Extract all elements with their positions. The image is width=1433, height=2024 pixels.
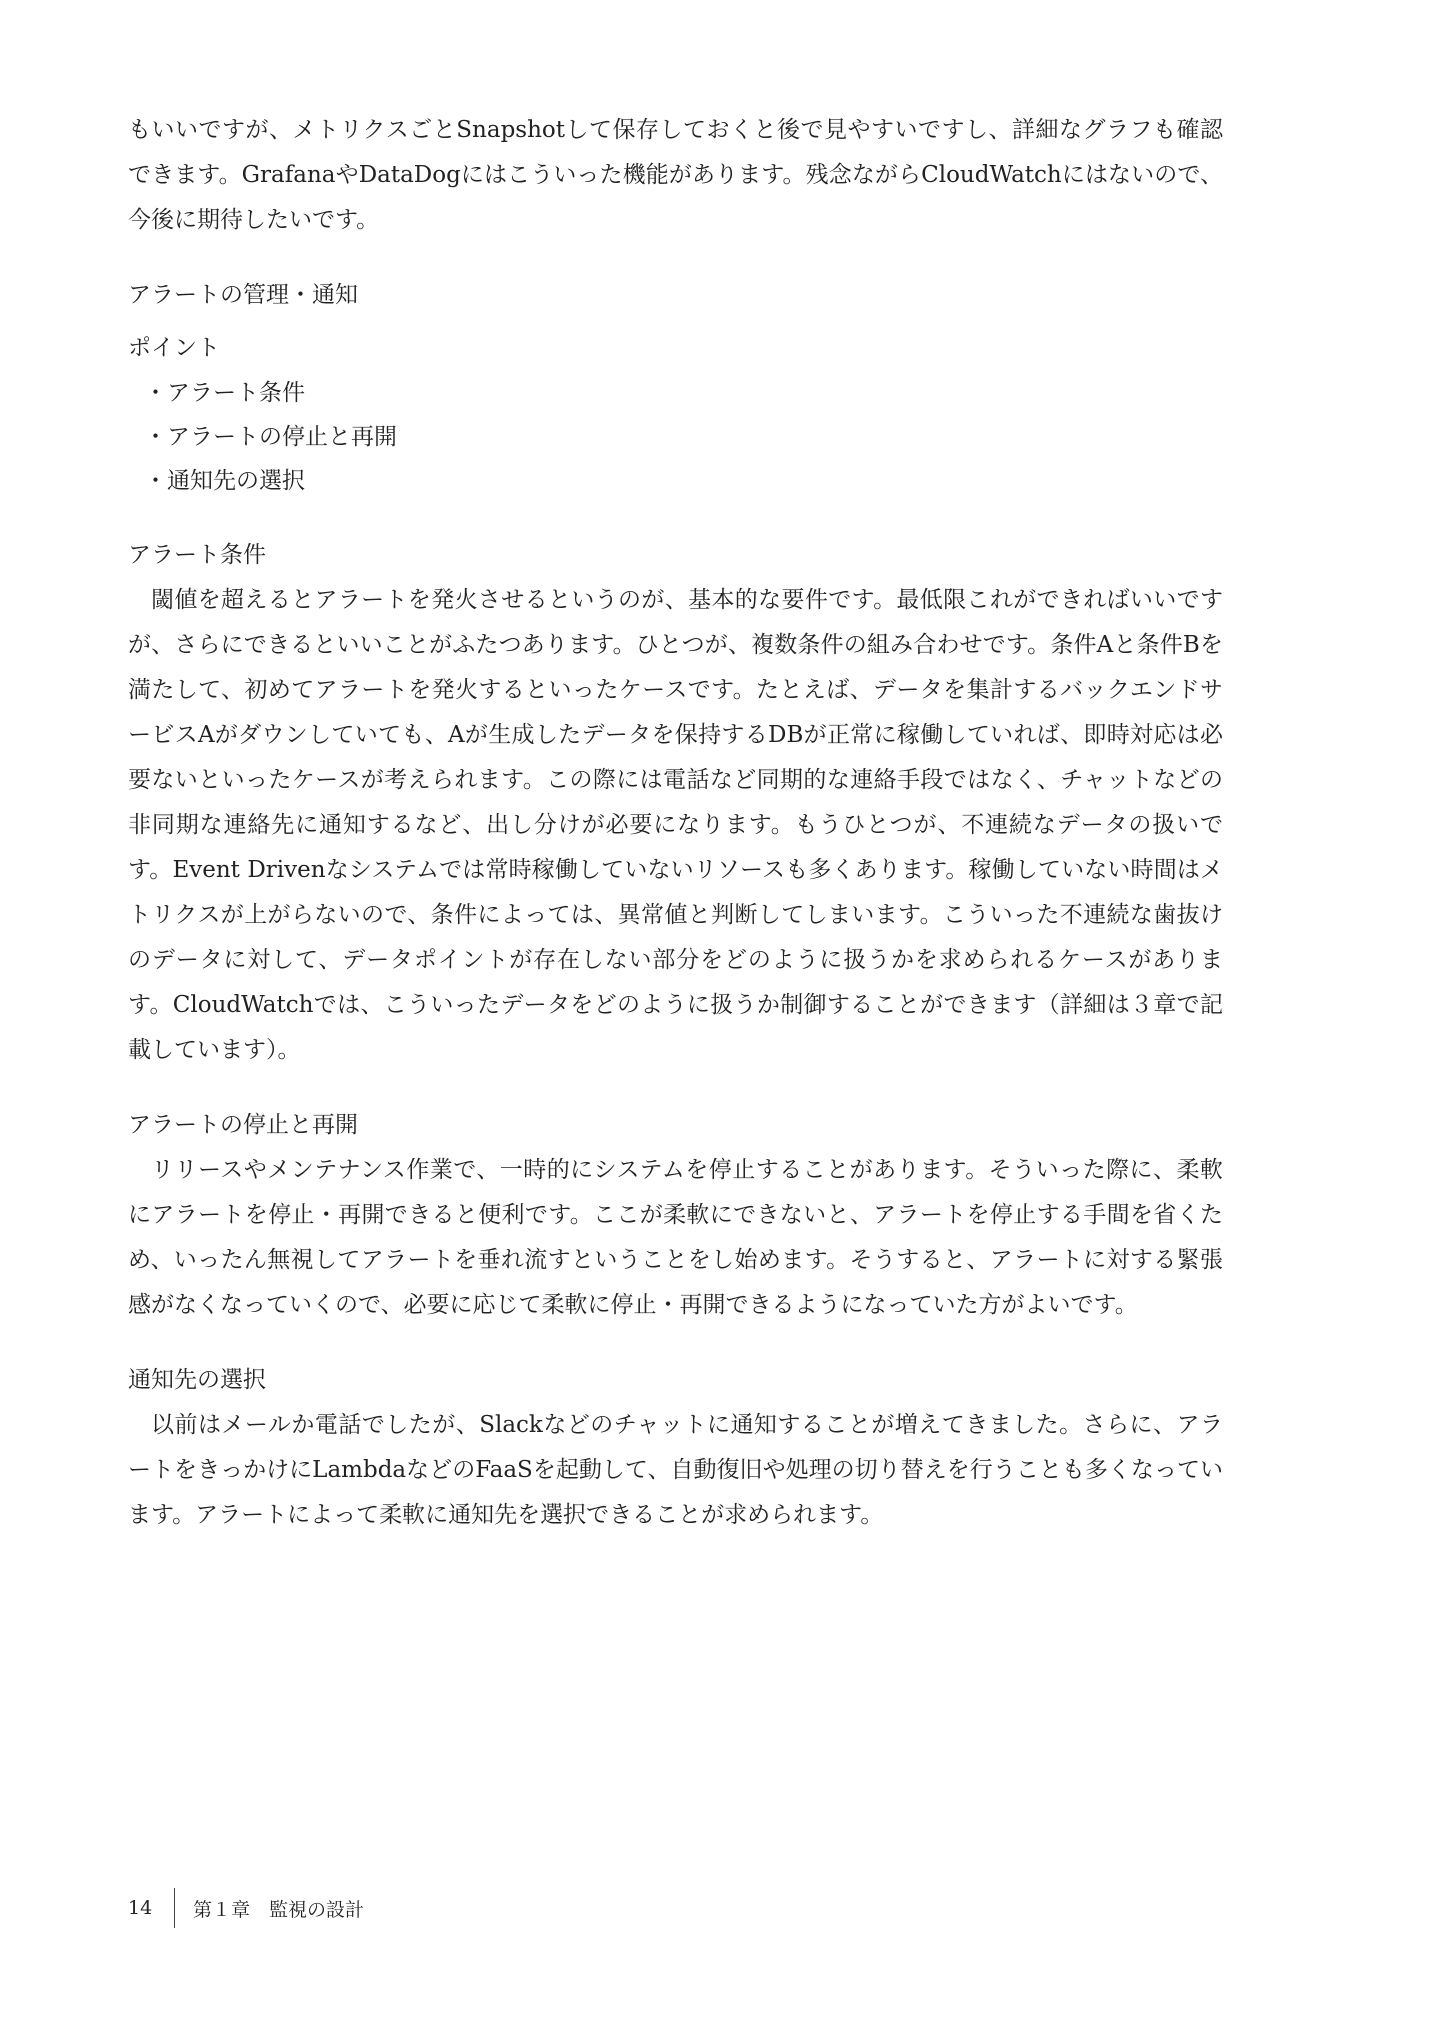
page-footer — [128, 1888, 364, 1928]
spacer — [128, 243, 1223, 273]
spacer — [128, 503, 1223, 533]
list-item: ・通知先の選択 — [144, 468, 305, 494]
spacer — [128, 1328, 1223, 1358]
intro-paragraph: もいいですが、メトリクスごとSnapshotして保存しておくと後で見やすいですし、詳細なグラフも確認できます。GrafanaやDataDogにはこういった機能があります。残念ながらCloudWatchにはないので、今後に期待したいです。 — [128, 117, 1223, 233]
page-body — [128, 108, 1223, 1538]
points-label: ポイント — [128, 335, 220, 361]
section-heading-alert-conditions: アラート条件 — [128, 542, 266, 568]
section-heading-alert-stop-resume: アラートの停止と再開 — [128, 1112, 358, 1138]
section-body-alert-stop-resume: リリースやメンテナンス作業で、一時的にシステムを停止することがあります。そういった際に、柔軟にアラートを停止・再開できると便利です。ここが柔軟にできないと、アラートを停止する手間を省くため、いったん無視してアラートを垂れ流すということをし始めます。そうすると、アラートに対する緊張感がなくなっていくので、必要に応じて柔軟に停止・再開できるようになっていた方がよいです。 — [128, 1157, 1223, 1318]
list-item: ・アラートの停止と再開 — [144, 424, 397, 450]
page-number: 14 — [128, 1897, 153, 1919]
points-list — [128, 371, 1223, 503]
list-item: ・アラート条件 — [144, 380, 305, 406]
chapter-title: 第１章 監視の設計 — [193, 1898, 365, 1921]
section-heading-notification-target: 通知先の選択 — [128, 1367, 266, 1393]
section-body-alert-conditions: 閾値を超えるとアラートを発火させるというのが、基本的な要件です。最低限これができればいいですが、さらにできるといいことがふたつあります。ひとつが、複数条件の組み合わせです。条件Aと条件Bを満たして、初めてアラートを発火するといったケースです。たとえば、データを集計するバックエンドサービスAがダウンしていても、Aが生成したデータを保持するDBが正常に稼働していれば、即時対応は必要ないといったケースが考えられます。この際には電話など同期的な連絡手段ではなく、チャットなどの非同期な連絡先に通知するなど、出し分けが必要になります。もうひとつが、不連続なデータの扱いです。Event Drivenなシステムでは常時稼働していないリソースも多くあります。稼働していない時間はメトリクスが上がらないので、条件によっては、異常値と判断してしまいます。こういった不連続な歯抜けのデータに対して、データポイントが存在しない部分をどのように扱うかを求められるケースがあります。CloudWatchでは、こういったデータをどのように扱うか制御することができます（詳細は３章で記載しています）。 — [128, 587, 1223, 1063]
spacer — [128, 318, 1223, 326]
section-body-notification-target: 以前はメールか電話でしたが、Slackなどのチャットに通知することが増えてきました。さらに、アラートをきっかけにLambdaなどのFaaSを起動して、自動復旧や処理の切り替えを行うことも多くなっています。アラートによって柔軟に通知先を選択できることが求められます。 — [128, 1412, 1223, 1528]
spacer — [128, 1073, 1223, 1103]
section-title: アラートの管理・通知 — [128, 282, 358, 308]
footer-divider — [174, 1888, 175, 1928]
